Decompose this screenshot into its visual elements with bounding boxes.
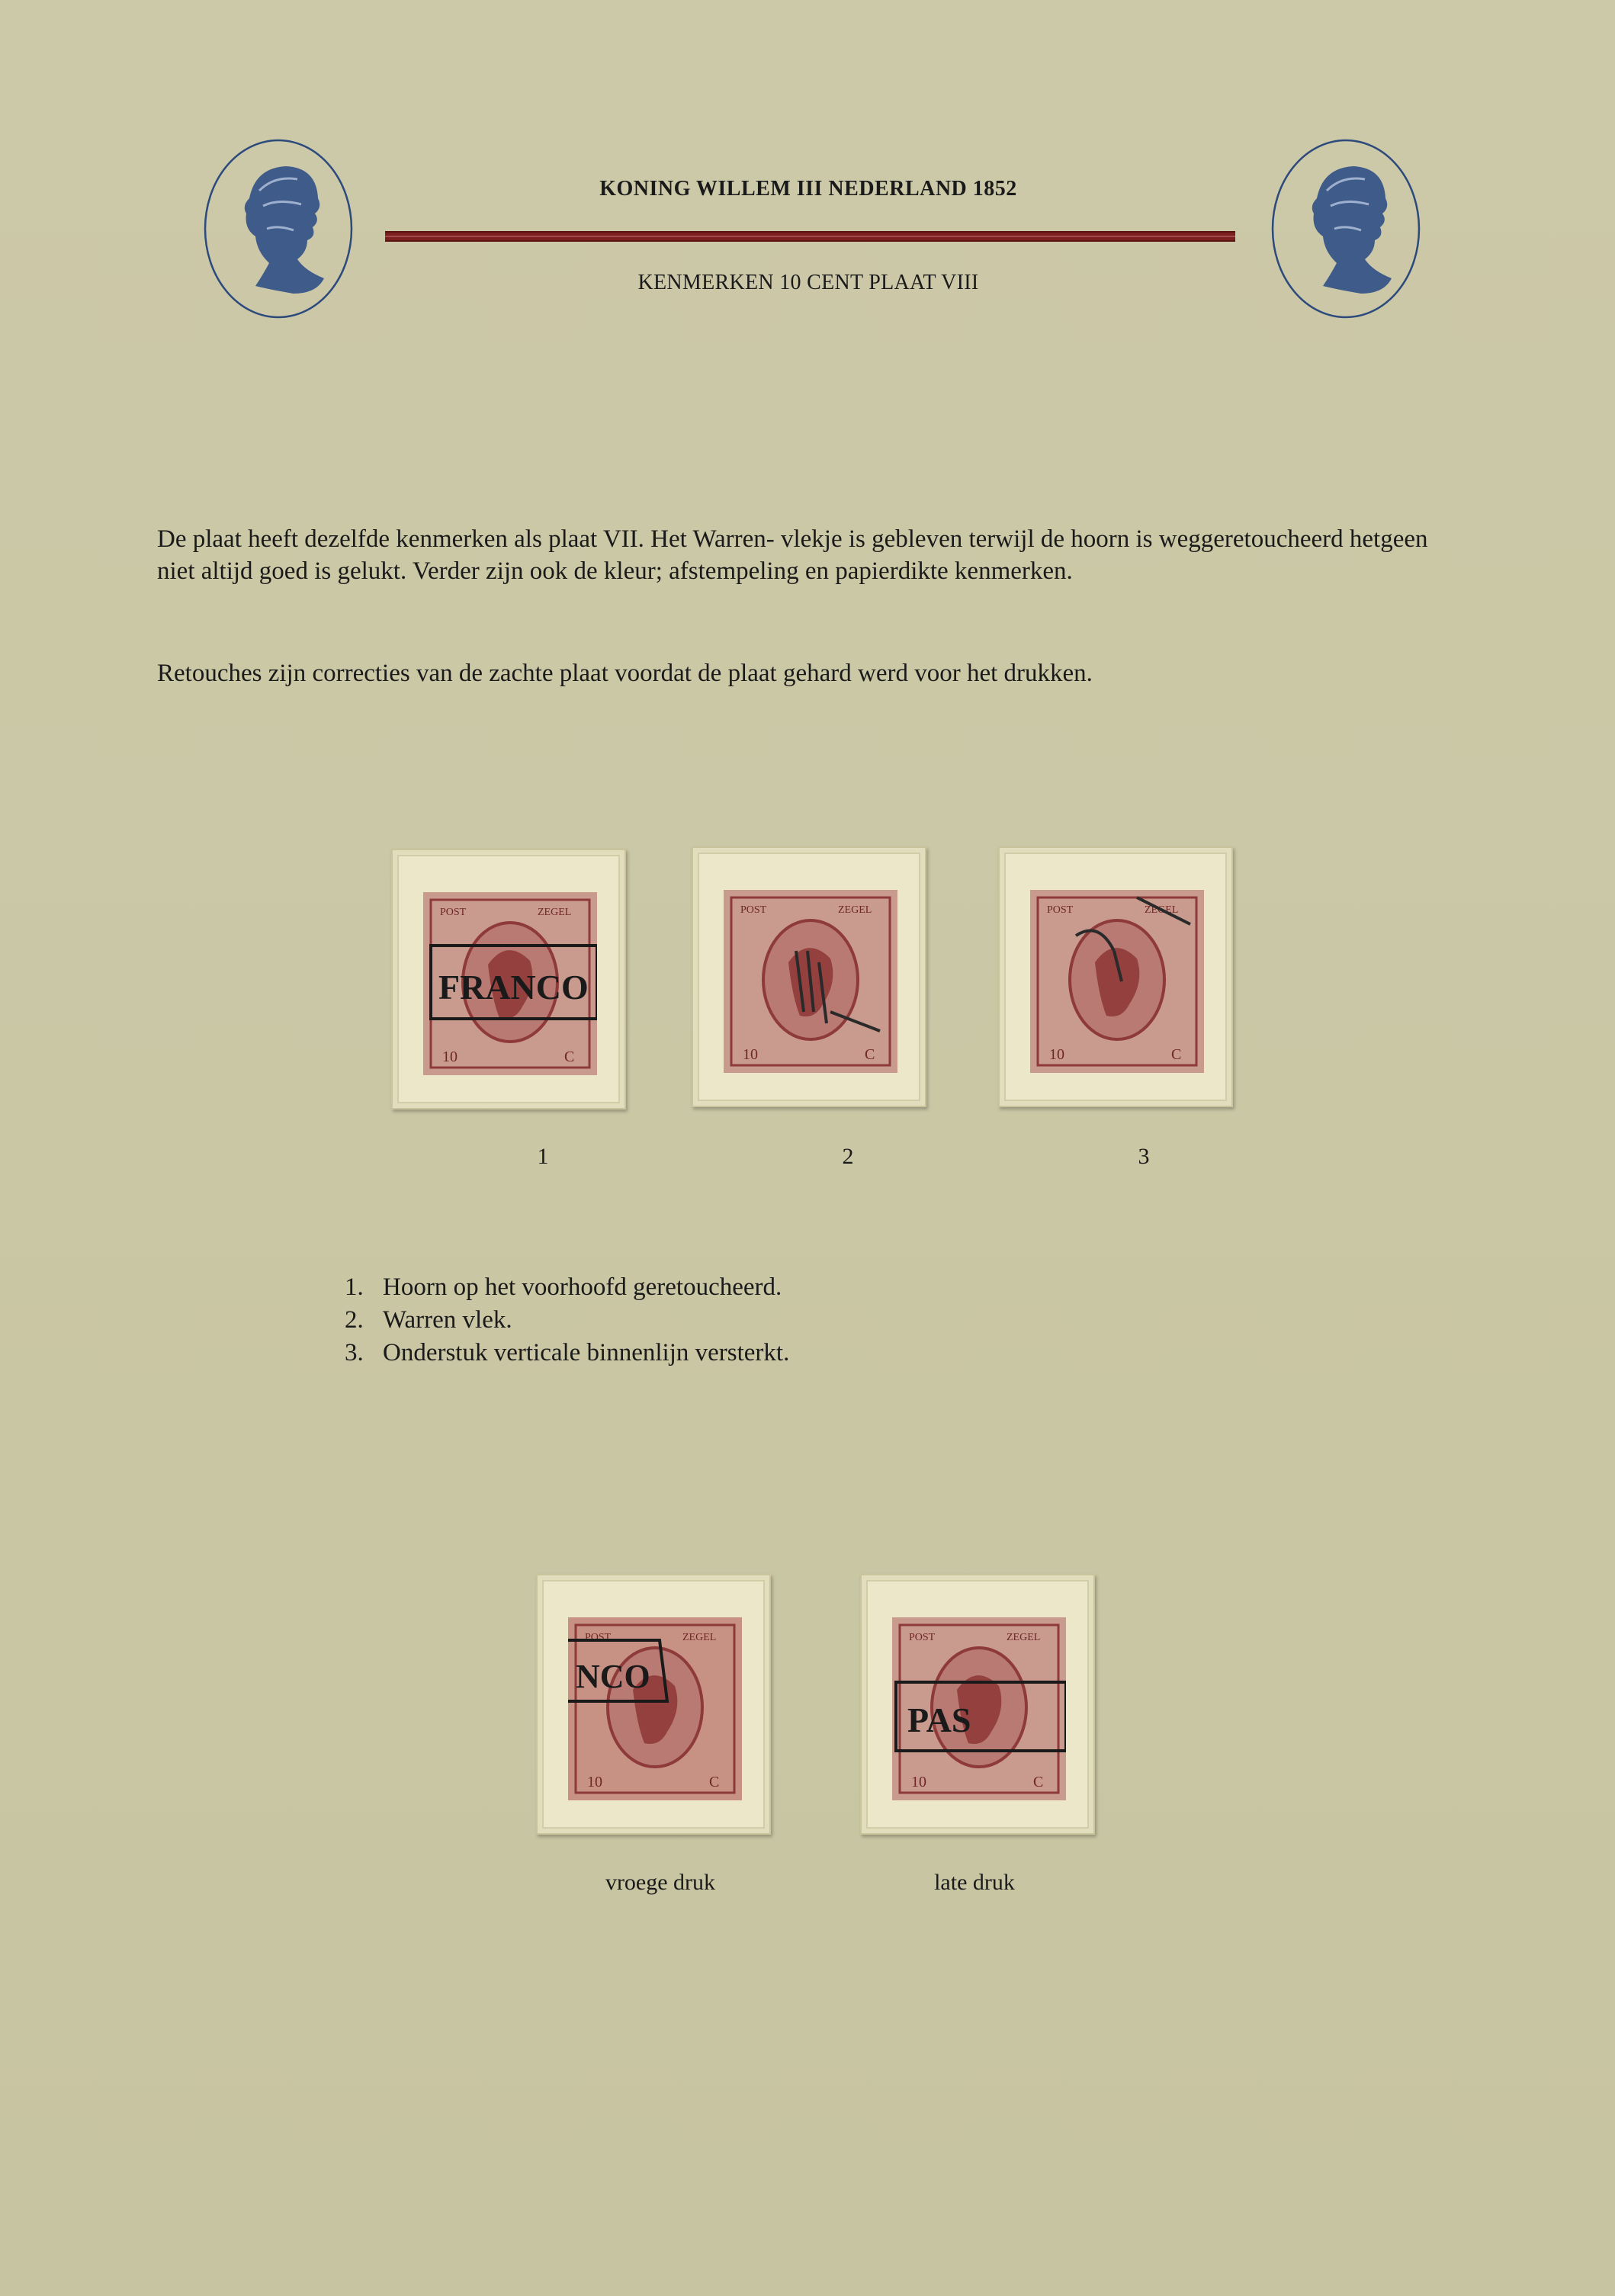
list-number: 2. [345, 1306, 364, 1334]
stamp-cancel-text: NCO [576, 1658, 650, 1695]
stamp-caption-late: late druk [934, 1870, 1015, 1895]
stamp-image-3 [1030, 890, 1204, 1073]
stamp-mount-3 [998, 846, 1233, 1107]
stamp-image-1 [423, 892, 597, 1075]
stamp-image-2 [724, 890, 897, 1073]
stamp-text-post: POST [585, 1632, 612, 1643]
stamp-text-post: POST [740, 904, 767, 916]
stamp-cancel-text: FRANCO [438, 968, 589, 1007]
stamp-text-zegel: ZEGEL [682, 1632, 717, 1643]
stamp-text-zegel: ZEGEL [1145, 904, 1179, 916]
stamp-text-post: POST [1047, 904, 1074, 916]
list-text: Hoorn op het voorhoofd geretoucheerd. [383, 1273, 782, 1301]
title-divider [385, 231, 1235, 242]
stamp-caption-3: 3 [1138, 1144, 1150, 1169]
list-text: Onderstuk verticale binnenlijn versterkt. [383, 1339, 790, 1366]
stamp-text-value: 10 [911, 1774, 926, 1790]
list-text: Warren vlek. [383, 1306, 512, 1334]
stamp-text-post: POST [909, 1632, 936, 1643]
list-item [345, 1337, 789, 1370]
stamp-image-early [568, 1617, 742, 1800]
stamp-mount-2 [692, 846, 926, 1107]
intro-paragraph: De plaat heeft dezelfde kenmerken als plaat VII. Het Warren- vlekje is gebleven terwijl de hoorn is weggeretoucheerd hetgeen niet altijd goed is gelukt. Verder zijn ook de kleur; afstempeling en papierdikte kenmerken. [157, 525, 1428, 585]
stamp-caption-early: vroege druk [605, 1870, 716, 1895]
stamp-mount-late [860, 1574, 1095, 1835]
king-portrait-right-icon [1270, 137, 1422, 320]
stamp-text-unit: C [1171, 1046, 1182, 1063]
stamp-text-zegel: ZEGEL [838, 904, 872, 916]
list-number: 1. [345, 1273, 364, 1301]
stamp-text-value: 10 [743, 1046, 758, 1063]
features-list [345, 1271, 789, 1370]
stamp-caption-1: 1 [537, 1144, 549, 1169]
page-title: KONING WILLEM III NEDERLAND 1852 [599, 177, 1017, 201]
stamp-text-unit: C [709, 1774, 720, 1790]
page-subtitle: KENMERKEN 10 CENT PLAAT VIII [637, 271, 979, 294]
stamp-text-unit: C [1033, 1774, 1044, 1790]
stamp-mount-early [536, 1574, 771, 1835]
stamp-text-unit: C [865, 1046, 875, 1063]
stamp-text-value: 10 [1049, 1046, 1064, 1063]
stamp-text-zegel: ZEGEL [538, 907, 572, 918]
stamp-text-unit: C [564, 1048, 575, 1065]
stamp-cancel-text: PAS [907, 1700, 971, 1739]
stamp-image-late [892, 1617, 1066, 1800]
stamp-text-value: 10 [442, 1048, 458, 1065]
king-portrait-left-icon [202, 137, 355, 320]
stamp-text-zegel: ZEGEL [1007, 1632, 1041, 1643]
stamp-caption-2: 2 [842, 1144, 854, 1169]
retouches-paragraph: Retouches zijn correcties van de zachte plaat voordat de plaat gehard werd voor het drukken. [157, 660, 1093, 687]
stamp-mount-1 [391, 849, 626, 1109]
stamp-text-value: 10 [587, 1774, 602, 1790]
list-number: 3. [345, 1339, 364, 1366]
stamp-text-post: POST [440, 907, 467, 918]
list-item [345, 1304, 789, 1337]
list-item [345, 1271, 789, 1304]
